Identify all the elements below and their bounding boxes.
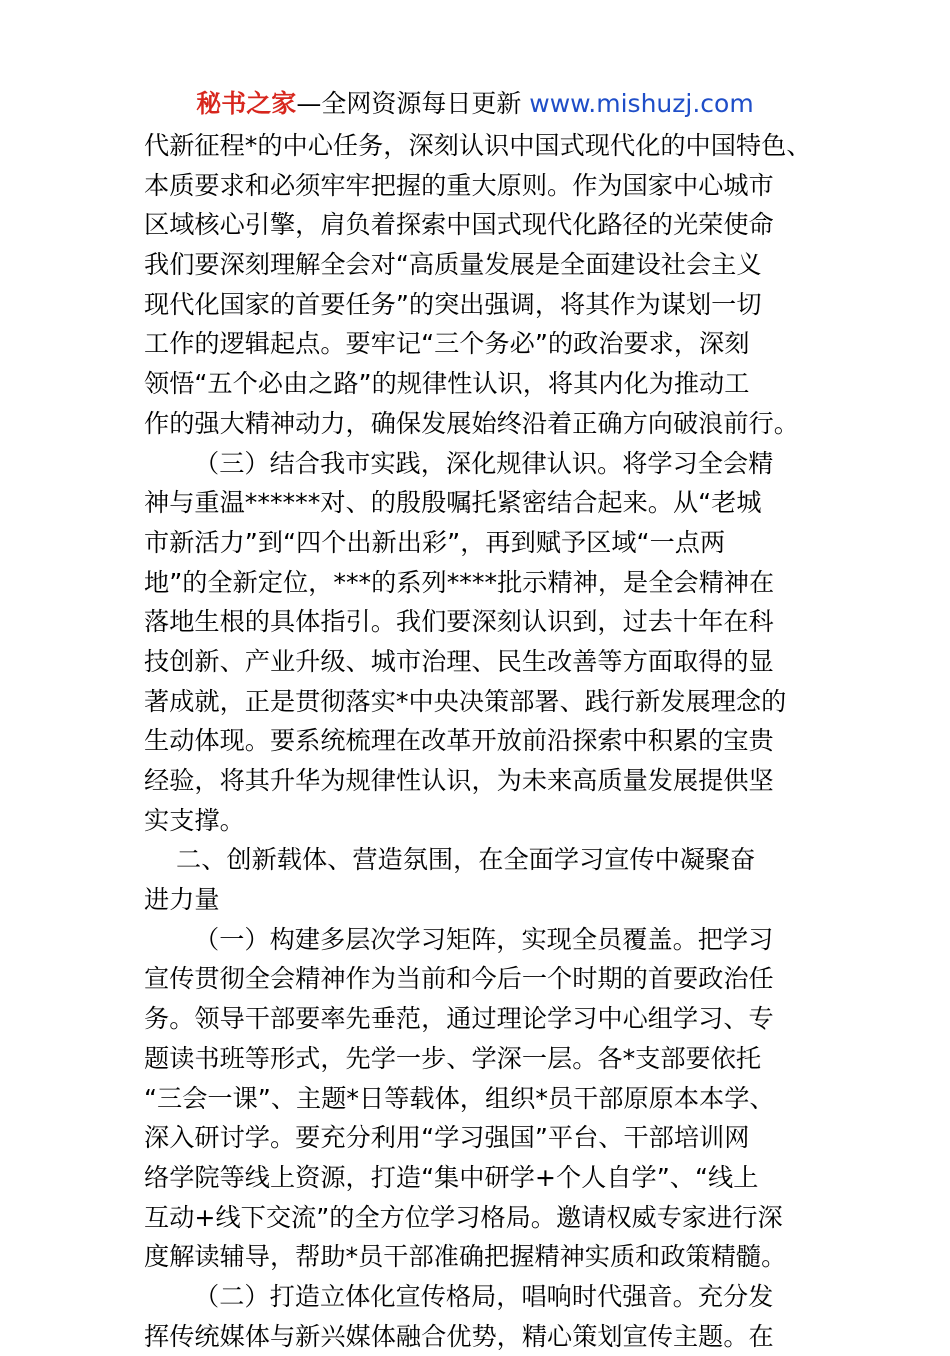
text-line: 题读书班等形式，先学一步、学深一层。各*支部要依托 <box>144 1043 762 1073</box>
text-line: 工作的逻辑起点。要牢记“三个务必”的政治要求，深刻 <box>144 329 750 359</box>
text-line: 技创新、产业升级、城市治理、民生改善等方面取得的显 <box>144 646 774 676</box>
section-heading-line: 二、创新载体、营造氛围，在全面学习宣传中凝聚奋 <box>176 845 756 875</box>
text-line: 领悟“五个必由之路”的规律性认识，将其内化为推动工 <box>144 369 750 399</box>
text-line: 地”的全新定位，***的系列****批示精神，是全会精神在 <box>144 567 775 597</box>
site-url-link[interactable]: www.mishuzj.com <box>529 89 754 118</box>
paragraph-start-line: （二）打造立体化宣传格局，唱响时代强音。充分发 <box>194 1281 774 1311</box>
text-line: 互动+线下交流”的全方位学习格局。邀请权威专家进行深 <box>144 1202 783 1232</box>
text-line: 神与重温******对、的殷殷嘱托紧密结合起来。从“老城 <box>144 488 762 518</box>
text-line: 市新活力”到“四个出新出彩”，再到赋予区域“一点两 <box>144 527 726 557</box>
site-header <box>0 86 950 122</box>
text-line: 经验，将其升华为规律性认识，为未来高质量发展提供坚 <box>144 766 774 795</box>
text-line: 深入研讨学。要充分利用“学习强国”平台、干部培训网 <box>144 1123 750 1153</box>
text-line: 生动体现。要系统梳理在改革开放前沿探索中积累的宝贵 <box>144 726 774 756</box>
text-line: 著成就，正是贯彻落实*中央决策部署、践行新发展理念的 <box>144 686 787 716</box>
text-line: 现代化国家的首要任务”的突出强调，将其作为谋划一切 <box>144 289 762 319</box>
text-line: “三会一课”、主题*日等载体，组织*员干部原原本本学、 <box>144 1083 775 1113</box>
text-line: 实支撑。 <box>144 805 245 835</box>
text-line: 挥传统媒体与新兴媒体融合优势，精心策划宣传主题。在 <box>144 1321 774 1351</box>
text-line: 本质要求和必须牢牢把握的重大原则。作为国家中心城市 <box>144 170 774 200</box>
brand-name: 秘书之家 <box>196 89 297 118</box>
text-line: 我们要深刻理解全会对“高质量发展是全面建设社会主义 <box>144 250 762 280</box>
text-line: 宣传贯彻全会精神作为当前和今后一个时期的首要政治任 <box>144 964 774 994</box>
text-line: 作的强大精神动力，确保发展始终沿着正确方向破浪前行。 <box>144 408 799 438</box>
text-line: 区域核心引擎，肩负着探索中国式现代化路径的光荣使命 <box>144 210 774 240</box>
document-body <box>144 126 814 1356</box>
header-tagline: —全网资源每日更新 <box>296 89 530 118</box>
text-line: 务。领导干部要率先垂范，通过理论学习中心组学习、专 <box>144 1004 774 1034</box>
text-line: 代新征程*的中心任务，深刻认识中国式现代化的中国特色、 <box>144 131 812 160</box>
text-line: 落地生根的具体指引。我们要深刻认识到，过去十年在科 <box>144 607 774 637</box>
text-line: 络学院等线上资源，打造“集中研学+个人自学”、“线上 <box>144 1162 759 1192</box>
paragraph-start-line: （一）构建多层次学习矩阵，实现全员覆盖。把学习 <box>194 924 774 954</box>
paragraph-start-line: （三）结合我市实践，深化规律认识。将学习全会精 <box>194 448 774 478</box>
section-heading-line: 进力量 <box>144 885 220 915</box>
text-line: 度解读辅导，帮助*员干部准确把握精神实质和政策精髓。 <box>144 1242 787 1272</box>
